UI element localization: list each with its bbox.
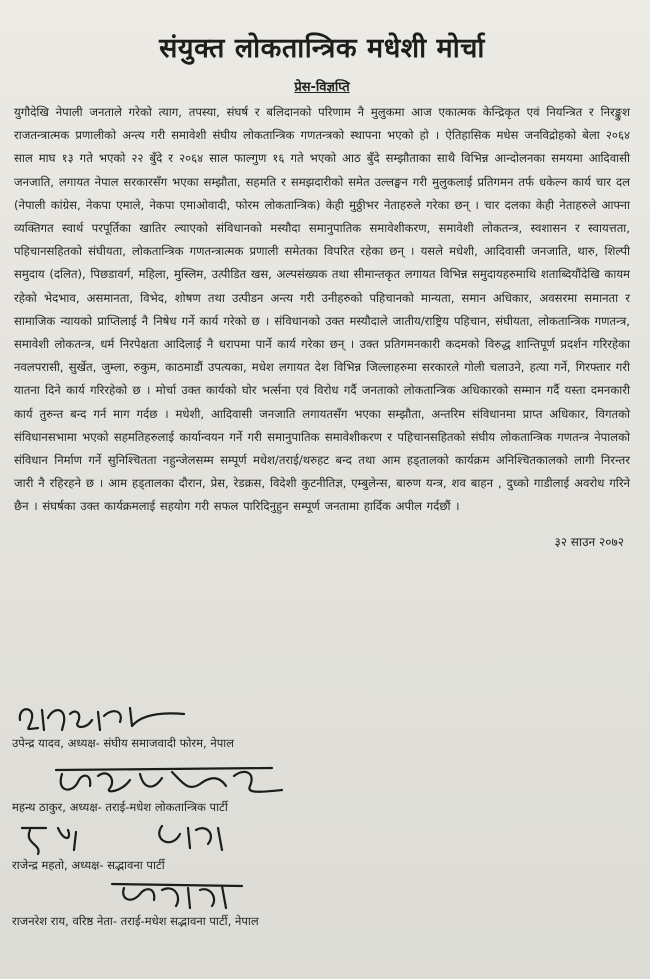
signature-3 <box>12 820 252 858</box>
signature-2 <box>12 762 292 800</box>
signatory-2 <box>12 762 292 815</box>
signatory-1-line: उपेन्द्र यादव, अध्यक्ष- संघीय समाजवादी फोरम, नेपाल <box>12 736 235 750</box>
signatory-4 <box>12 878 272 929</box>
signature-4 <box>12 878 272 914</box>
signatory-3 <box>12 820 252 873</box>
body-paragraph: युगौदेखि नेपाली जनताले गरेको त्याग, तपस्या, संघर्ष र बलिदानको परिणाम नै मुलुकमा आज एकात्मक केन्द्रिकृत एवं नियन्त्रित र निरङ्कुश राजतन्त्रात्मक प्रणालीको अन्त्य गरी समावेशी संघीय लोकतान्त्रिक गणतन्त्रको स्थापना भएको हो । ऐतिहासिक मधेस जनविद्रोहको बेला २०६४ साल माघ १३ गते भएको २२ बुँदे र २०६४ साल फाल्गुण १६ गते भएको आठ बुँदे सम्झौताका साथै विभिन्न आन्दोलनका समयमा आदिवासी जनजाति, लगायत नेपाल सरकारसँग भएका सम्झौता, सहमति र समझदारीको समेत उल्लङ्घन गरी मुलुकलाई प्रतिगमन तर्फ धकेल्न कार्य चार दल (नेपाली कांग्रेस, नेकपा एमाले, नेकपा एमाओवादी, फोरम लोकतान्त्रिक) केही मुठ्ठीभर नेताहरुले गरेका छन् । चार दलका केही नेताहरुले आफ्ना व्यक्तिगत स्वार्थ परपूर्तिका खातिर ल्याएको संविधानको मस्यौदा समानुपातिक समावेशीकरण, समावेशी लोकतन्त्र, स्वशासन र स्वायत्तता, पहिचानसहितको संघीयता, लोकतान्त्रिक गणतन्त्रात्मक प्रणाली समेतका विपरित रहेका छन् । यसले मधेशी, आदिवासी जनजाति, थारु, शिल्पी समुदाय (दलित), पिछडावर्ग, महिला, मुस्लिम, उत्पीडित खस, अल्पसंख्यक तथा सीमान्तकृत लगायत विभिन्न समुदायहरुमाथि शताब्दियौंदेखि कायम रहेको भेदभाव, असमानता, विभेद, शोषण तथा उत्पीडन अन्त्य गरी उनीहरुको पहिचानको मान्यता, समान अधिकार, अवसरमा समानता र सामाजिक न्यायको प्राप्तिलाई नै निषेध गर्ने कार्य गरेको छ । संविधानको उक्त मस्यौदाले जातीय/राष्ट्रिय पहिचान, संघीयता, लोकतान्त्रिक गणतन्त्र, समावेशी लोकतन्त्र, धर्म निरपेक्षता आदिलाई नै धरापमा पार्ने कार्य गरेका छन् । उक्त प्रतिगमनकारी कदमको विरुद्ध शान्तिपूर्ण प्रदर्शन गरिरहेका नवलपरासी, सुर्खेत, जुम्ला, रुकुम, काठमाडौं उपत्यका, मधेश लगायत देश विभिन्न जिल्लाहरुमा सरकारले गोली चलाउने, हत्या गर्ने, गिरफ्तार गरी यातना दिने कार्य गरिरहेको छ । मोर्चा उक्त कार्यको घोर भर्त्सना एवं विरोध गर्दै जनताको लोकतान्त्रिक अधिकारको सम्मान गर्दै यस्ता दमनकारी कार्य तुरुन्त बन्द गर्न माग गर्दछ । मधेशी, आदिवासी जनजाति लगायतसँग भएका सम्झौता, अन्तरिम संविधानमा प्राप्त अधिकार, विगतको संविधानसभामा भएको सहमतिहरुलाई कार्यान्वयन गर्ने गरी समानुपातिक समावेशीकरण र पहिचानसहितको संघीय लोकतान्त्रिक गणतन्त्र नेपालको संविधान निर्माण गर्ने सुनिश्चितता नहुन्जेलसम्म सम्पूर्ण मधेश/तराई/थरुहट बन्द तथा आम हड्तालको कार्यक्रम अनिश्चितकालको लागी निरन्तर जारी नै रहिरहने छ । आम हड्तालका दौरान, प्रेस, रेडक्रस, विदेशी कुटनीतिज्ञ, एम्बुलेन्स, बारुण यन्त्र, शव बाहन , दुध्को गाडीलाई अवरोध गरिने छैन । संघर्षका उक्त कार्यक्रमलाई सहयोग गरी सफल पारिदिनुहुन सम्पूर्ण जनतामा हार्दिक अपील गर्दछौं । <box>14 105 631 514</box>
document-subtitle: प्रेस-विज्ञप्ति <box>294 80 350 95</box>
signatory-1 <box>12 700 234 751</box>
signature-1 <box>12 700 192 736</box>
signatory-2-line: महन्थ ठाकुर, अध्यक्ष- तराई-मधेश लोकतान्त्रिक पार्टी <box>12 800 228 814</box>
signatory-3-line: राजेन्द्र महतो, अध्यक्ष- सद्भावना पार्टी <box>12 858 165 872</box>
document-date: ३२ साउन २०७२ <box>554 534 624 549</box>
signatory-4-line: राजनरेश राय, वरिष्ठ नेता- तराई-मधेश सद्भावना पार्टी, नेपाल <box>12 914 259 928</box>
document-title: संयुक्त लोकतान्त्रिक मधेशी मोर्चा <box>159 33 485 64</box>
